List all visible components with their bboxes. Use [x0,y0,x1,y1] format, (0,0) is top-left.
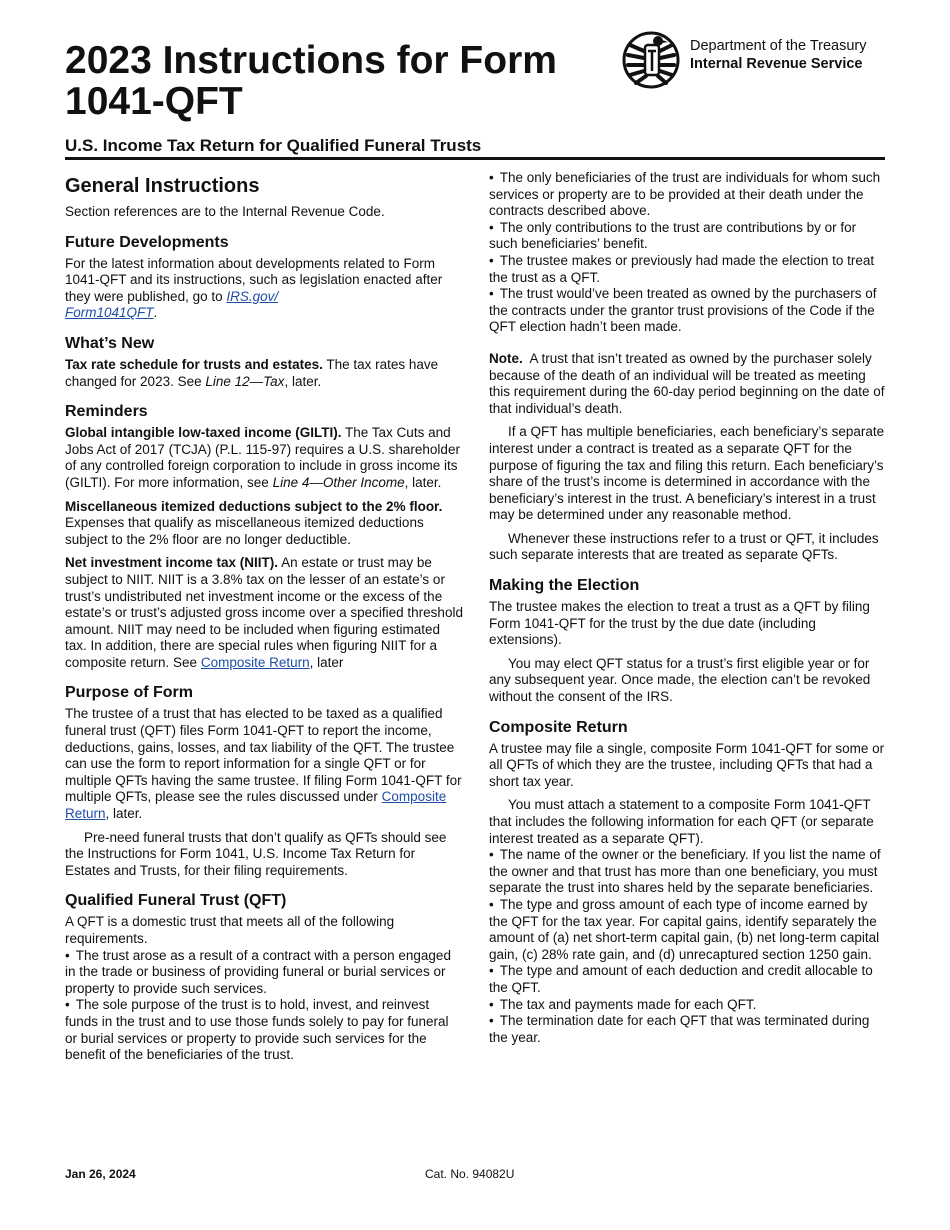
elect-status-text: You may elect QFT status for a trust’s first eligible year or for any subsequent year. Once made, the election can’t be revoked without the consent of the IRS. [489,655,871,705]
composite-bullet: • The termination date for each QFT that was terminated during the year. [489,1013,885,1046]
composite-return-link[interactable]: Composite Return [200,654,310,670]
general-instructions-heading: General Instructions [65,175,260,197]
composite-return-link[interactable]: Composite Return [65,789,447,822]
misc-deductions-text: Miscellaneous itemized deductions subject to the 2% floor. Expenses that qualify as miscellaneous itemized deductions subject to the 2% floor are no longer deductible. [65,498,443,547]
purpose-of-form-text: The trustee of a trust that has elected to be taxed as a qualified funeral trust (QFT) files Form 1041-QFT to report the income, deductions, gains, losses, and tax liability of the QFT. The trustee can use the form to report information for a single QFT or for multiple QFTs having the same trustee. If filing Form 1041-QFT for multiple QFTs, please see the rules discussed under Composite Return, later. [65,706,462,822]
whats-new-heading: What’s New [65,334,155,352]
niit-text: Net investment income tax (NIIT). An estate or trust may be subject to NIIT. NIIT is a 3.8% tax on the lesser of an estate’s or trust’s undistributed net investment income or the excess of the estate’s or trust’s adjusted gross income over a specified threshold amount. NIIT may need to be included when figuring estimated tax. In addition, there are special rules when figuring NIIT for a composite return. See Composite Return, later [65,555,463,670]
qft-heading: Qualified Funeral Trust (QFT) [65,892,287,910]
future-developments-text: For the latest information about developments related to Form 1041-QFT and its instructions, such as legislation enacted after they were published, go to IRS.gov/ Form1041QFT. [65,255,443,321]
composite-bullet: • The type and amount of each deduction and credit allocable to the QFT. [489,963,885,996]
note-text: Note. A trust that isn’t treated as owned by the purchaser solely because of the death of an individual will be treated as meeting this requirement during the 60-day period beginning on the date of that individual’s death. [489,350,885,416]
making-election-heading: Making the Election [489,577,640,595]
footer-date: Jan 26, 2024 [65,1167,136,1181]
section-references-text: Section references are to the Internal Revenue Code. [65,204,385,219]
irs-gov-link[interactable]: IRS.gov/ Form1041QFT [65,288,279,321]
reminders-heading: Reminders [65,403,148,421]
attach-statement-text: You must attach a statement to a composite Form 1041-QFT that includes the following information for each QFT (or separate interest treated as a separate QFT). [489,797,874,846]
composite-return-heading: Composite Return [489,718,628,736]
qft-bullet: • The trust arose as a result of a contract with a person engaged in the trade or business of providing funeral or burial services or property to provide such services. [65,948,463,998]
irs-eagle-logo-icon [622,31,684,89]
future-developments-heading: Future Developments [65,233,229,251]
form-subtitle: U.S. Income Tax Return for Qualified Funeral Trusts [65,136,482,155]
header-divider [65,157,885,160]
left-column [65,170,463,1064]
composite-return-text: A trustee may file a single, composite Form 1041-QFT for some or all QFTs of which they are the trustee, including QFTs that had a short tax year. [489,740,885,789]
page-title: 2023 Instructions for Form 1041-QFT [65,39,557,123]
qft-bullet: • The only contributions to the trust are contributions by or for such beneficiaries’ benefit. [489,220,885,253]
qft-bullet: • The trustee makes or previously had made the election to treat the trust as a QFT. [489,253,885,286]
pre-need-trusts-text: Pre-need funeral trusts that don’t qualify as QFTs should see the Instructions for Form 1041, U.S. Income Tax Return for Estates and Trusts, for their filing requirements. [65,829,447,878]
composite-bullet: • The tax and payments made for each QFT. [489,997,885,1014]
making-election-text: The trustee makes the election to treat a trust as a QFT by filing Form 1041-QFT for the trust by the due date (including extensions). [489,599,870,648]
qft-text: A QFT is a domestic trust that meets all of the following requirements. [65,914,395,946]
agency-block [690,37,867,73]
qft-bullet: • The sole purpose of the trust is to hold, invest, and reinvest funds in the trust and to use those funds solely to pay for funeral or burial services or property to provide such services for the benefit of the beneficiaries of the trust. [65,997,463,1063]
footer-catalog-number: Cat. No. 94082U [425,1167,515,1181]
whats-new-text: Tax rate schedule for trusts and estates. The tax rates have changed for 2023. See Line 12—Tax, later. [65,356,439,389]
multiple-beneficiaries-text: If a QFT has multiple beneficiaries, each beneficiary’s separate interest under a contract is treated as a separate QFT for the purpose of figuring the tax and filing this return. Each beneficiary’s share of the trust’s income is determined in accordance with the beneficiary’s interest in the trust. A beneficiary’s interest in a trust may be determined under any reasonable method. [489,424,885,523]
composite-bullet: • The name of the owner or the beneficiary. If you list the name of the owner and that trust has more than one beneficiary, you must separate the trust into shares held by the separate beneficiaries. [489,847,885,897]
agency-irs: Internal Revenue Service [690,56,863,72]
right-column [489,170,885,1046]
composite-bullet: • The type and gross amount of each type of income earned by the QFT for the tax year. For capital gains, identify separately the amount of (a) net short-term capital gain, (b) net long-term capital gain, (c) 28% rate gain, and (d) unrecaptured section 1250 gain. [489,897,885,963]
purpose-of-form-heading: Purpose of Form [65,684,194,702]
agency-department: Department of the Treasury [690,38,867,54]
qft-bullet: • The only beneficiaries of the trust are individuals for whom such services or property are to be provided at their death under the contracts described above. [489,170,885,220]
separate-interests-text: Whenever these instructions refer to a trust or QFT, it includes such separate interests that are treated as separate QFTs. [489,530,879,563]
gilti-text: Global intangible low-taxed income (GILTI). The Tax Cuts and Jobs Act of 2017 (TCJA) (P.L. 115-97) requires a U.S. shareholder of any controlled foreign corporation to include in gross income its (GILTI). For more information, see Line 4—Other Income, later. [65,425,460,490]
qft-bullet: • The trust would’ve been treated as owned by the purchasers of the contracts under the grantor trust provisions of the Code if the QFT election hadn’t been made. [489,286,885,336]
